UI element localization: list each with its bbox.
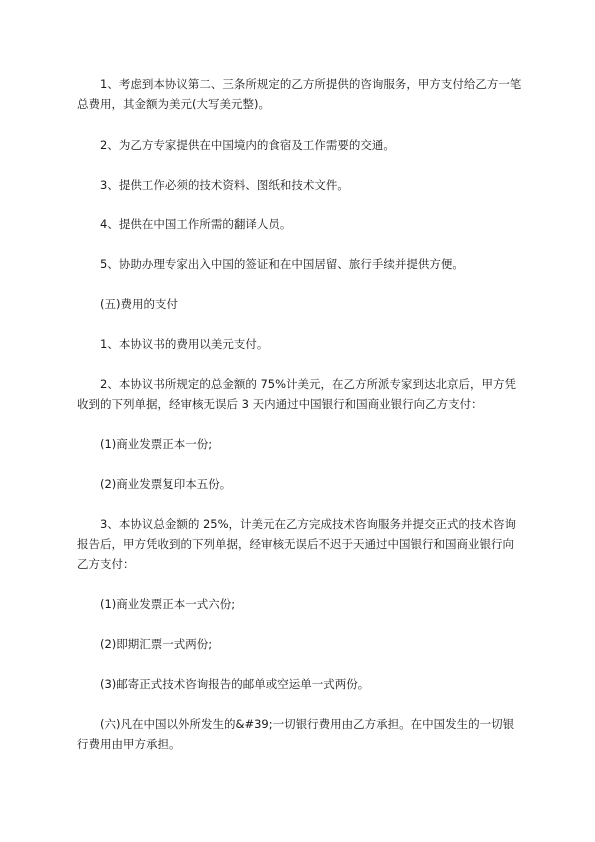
payment-clause-25-percent: 3、本协议总金额的 25%，计美元在乙方完成技术咨询服务并提交正式的技术咨询报告后，甲方凭收到的下列单据，经审核无误后不迟于天通过中国银行和国商业银行向乙方支付：: [77, 517, 517, 571]
document-list-item: (1)商业发票正本一式六份;: [100, 597, 236, 611]
document-list-item: (2)商业发票复印本五份。: [100, 477, 232, 491]
document-list-item: (1)商业发票正本一份;: [100, 437, 213, 451]
fee-clause-accommodation: 2、为乙方专家提供在中国境内的食宿及工作需要的交通。: [100, 138, 395, 152]
section-heading-payment: (五)费用的支付: [100, 297, 178, 311]
section-bank-charges: (六)凡在中国以外所发生的&#39;一切银行费用由乙方承担。在中国发生的一切银行费用由甲方承担。: [77, 717, 515, 751]
payment-clause-75-percent: 2、本协议书所规定的总金额的 75%计美元，在乙方所派专家到达北京后，甲方凭收到的下列单据，经审核无误后 3 天内通过中国银行和国商业银行向乙方支付：: [77, 377, 517, 411]
document-list-item: (2)即期汇票一式两份;: [100, 637, 213, 651]
payment-clause-currency: 1、本协议书的费用以美元支付。: [100, 337, 269, 351]
fee-clause-translators: 4、提供在中国工作所需的翻译人员。: [100, 217, 292, 231]
fee-clause-total-amount: 1、考虑到本协议第二、三条所规定的乙方所提供的咨询服务，甲方支付给乙方一笔总费用，其金额为美元(大写美元整)。: [77, 77, 522, 111]
document-list-item: (3)邮寄正式技术咨询报告的邮单或空运单一式两份。: [100, 677, 370, 691]
fee-clause-visa-assistance: 5、协助办理专家出入中国的签证和在中国居留、旅行手续并提供方便。: [100, 257, 464, 271]
fee-clause-technical-materials: 3、提供工作必须的技术资料、图纸和技术文件。: [100, 178, 349, 192]
